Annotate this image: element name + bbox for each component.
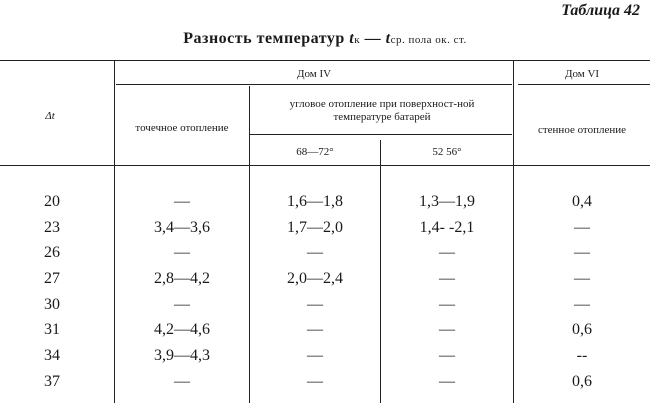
cell-point: — (174, 296, 190, 313)
table-number: Таблица 42 (561, 2, 640, 19)
cell-corner-1: — (307, 321, 323, 338)
cell-corner-1: — (307, 244, 323, 261)
cell-corner-1: — (307, 296, 323, 313)
house-vi-underline (518, 84, 650, 85)
corner-underline (250, 134, 512, 135)
house-iv-underline (116, 84, 512, 85)
cell-corner-2: 1,4- -2,1 (419, 219, 475, 236)
cell-corner-2: — (439, 321, 455, 338)
top-rule (0, 60, 650, 61)
cell-point: 3,4—3,6 (154, 219, 210, 236)
row-dt: 30 (44, 296, 60, 313)
table-title (0, 30, 650, 48)
row-dt: 23 (44, 219, 60, 236)
cell-corner-1: 2,0—2,4 (287, 270, 343, 287)
cell-point: 2,8—4,2 (154, 270, 210, 287)
cell-corner-2: — (439, 270, 455, 287)
cell-point: 3,9—4,3 (154, 347, 210, 364)
header-house-iv: Дом IV (296, 68, 332, 80)
cell-wall: 0,6 (572, 321, 592, 338)
cell-wall: — (574, 270, 590, 287)
row-dt: 34 (44, 347, 60, 364)
title-prefix: Разность температур (183, 30, 345, 47)
cell-corner-2: 1,3—1,9 (419, 193, 475, 210)
header-range-1: 68—72° (296, 146, 334, 158)
title-t1: t (349, 30, 355, 47)
header-wall-heating: стенное отопление (537, 124, 627, 136)
header-bottom-rule (0, 165, 650, 166)
cell-point: — (174, 193, 190, 210)
title-t2: t (385, 30, 391, 47)
title-t1-sub: к (354, 34, 361, 46)
cell-wall: 0,6 (572, 373, 592, 390)
cell-corner-1: — (307, 373, 323, 390)
cell-corner-1: 1,7—2,0 (287, 219, 343, 236)
cell-corner-1: 1,6—1,8 (287, 193, 343, 210)
row-dt: 20 (44, 193, 60, 210)
header-delta-t: Δt (45, 110, 55, 122)
row-dt: 26 (44, 244, 60, 261)
header-corner-heating: угловое отопление при поверхност-ной температуре батарей (289, 98, 475, 123)
header-point-heating: точечное отопление (135, 122, 229, 134)
cell-point: — (174, 373, 190, 390)
cell-corner-1: — (307, 347, 323, 364)
row-dt: 27 (44, 270, 60, 287)
header-range-2: 52 56° (432, 146, 462, 158)
cell-corner-2: — (439, 373, 455, 390)
cell-point: — (174, 244, 190, 261)
cell-wall: -- (576, 347, 588, 364)
cell-wall: 0,4 (572, 193, 592, 210)
row-dt: 31 (44, 321, 60, 338)
title-t2-sub: ср. пола ок. ст. (390, 34, 467, 46)
header-house-vi: Дом VI (564, 68, 600, 80)
row-dt: 37 (44, 373, 60, 390)
title-dash: — (360, 30, 386, 47)
cell-corner-2: — (439, 244, 455, 261)
cell-corner-2: — (439, 347, 455, 364)
cell-corner-2: — (439, 296, 455, 313)
cell-wall: — (574, 244, 590, 261)
cell-wall: — (574, 219, 590, 236)
cell-wall: — (574, 296, 590, 313)
cell-point: 4,2—4,6 (154, 321, 210, 338)
